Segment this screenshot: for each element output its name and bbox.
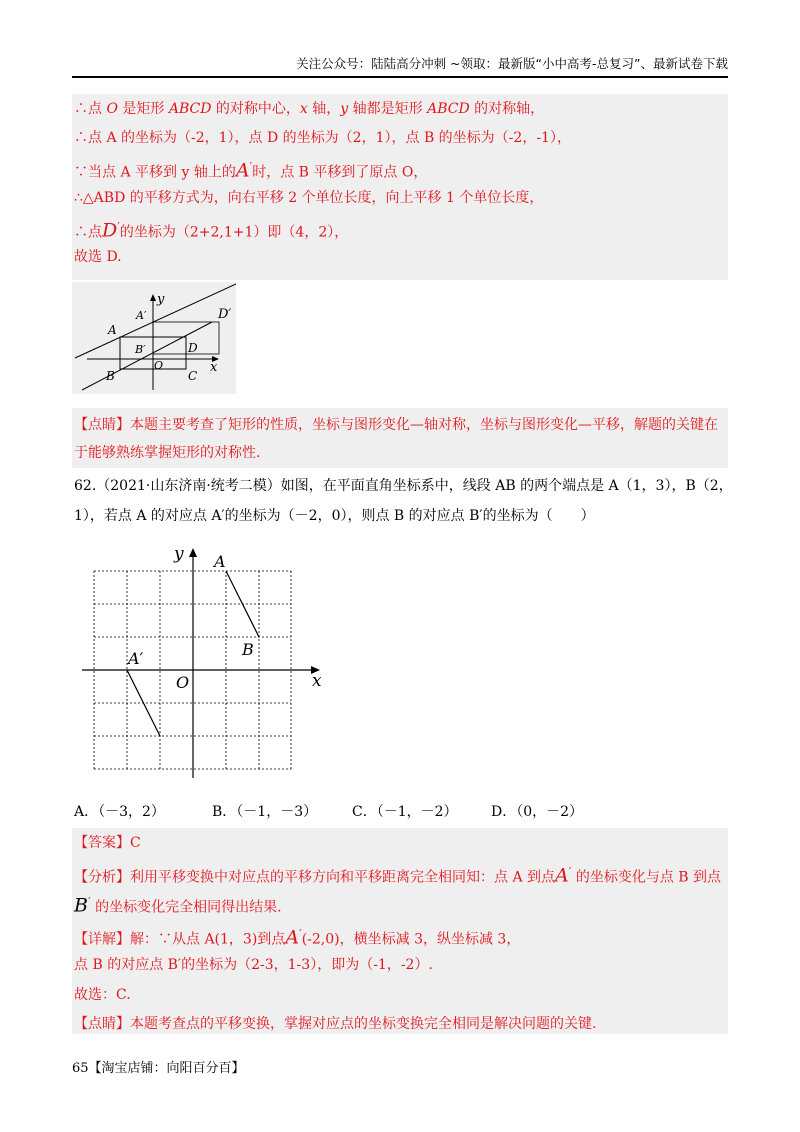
slanted-line-upper bbox=[75, 284, 236, 358]
shop-name: 【淘宝店铺：向阳百分百】 bbox=[88, 1061, 245, 1076]
option-d: D．（0，－2） bbox=[491, 804, 584, 820]
label-x-2: x bbox=[312, 671, 322, 691]
page-number: 65 bbox=[72, 1061, 89, 1076]
solution-line-4: ∴△ABD 的平移方式为，向右平移 2 个单位长度，向上平移 1 个单位长度， bbox=[74, 190, 544, 206]
label-a: A bbox=[108, 323, 117, 337]
option-c: C．（－1，－2） bbox=[352, 804, 458, 820]
label-x: x bbox=[210, 360, 218, 375]
comment-tag-2: 【点睛】 bbox=[74, 1016, 130, 1032]
answer-value: C bbox=[130, 835, 141, 851]
figure-2 bbox=[78, 540, 328, 780]
comment-1: 【点睛】本题主要考查了矩形的性质，坐标与图形变化—轴对称，坐标与图形变化—平移，解题的关键在于能够熟练掌握矩形的对称性. bbox=[74, 417, 718, 461]
solution-line-5: ∴点D′的坐标为（2+2,1+1）即（4，2）， bbox=[74, 219, 349, 242]
answer-tag: 【答案】 bbox=[74, 835, 130, 851]
solution-line-2: ∴点 A 的坐标为（-2，1），点 D 的坐标为（2，1），点 B 的坐标为（-2，-1）， bbox=[74, 130, 571, 146]
figure-1 bbox=[72, 282, 236, 394]
label-b: B bbox=[106, 369, 115, 383]
solution-block bbox=[72, 94, 728, 280]
label-d-prime: D′ bbox=[218, 307, 232, 322]
comment-tag: 【点睛】 bbox=[74, 417, 130, 433]
label-y: y bbox=[157, 292, 165, 307]
question-line-1: 62.（2021·山东济南·统考二模）如图，在平面直角坐标系中，线段 AB 的两个端点是 A（1，3），B（2， bbox=[74, 478, 733, 494]
label-y-2: y bbox=[174, 544, 184, 564]
label-b-2: B bbox=[242, 640, 254, 659]
detail-line-2: 点 B 的对应点 B′的坐标为（2-3，1-3），即为（-1，-2）. bbox=[74, 957, 433, 973]
label-a-prime-2: A′ bbox=[128, 649, 144, 668]
label-a-prime: A′ bbox=[136, 309, 147, 322]
label-o: O bbox=[154, 359, 164, 372]
detail-line-3: 故选：C. bbox=[74, 987, 131, 1003]
option-b: B．（－1，－3） bbox=[212, 804, 318, 820]
answer-line bbox=[74, 833, 141, 853]
page-header: 关注公众号：陆陆高分冲刺 ~领取：最新版“小中高考-总复习”、最新试卷下载 bbox=[72, 54, 728, 78]
detail-tag: 【详解】 bbox=[74, 931, 130, 948]
analysis-line-1: 【分析】利用平移变换中对应点的平移方向和平移距离完全相同知：点 A 到点A′ 的坐标变化与点 B 到点 bbox=[74, 864, 722, 887]
detail-line-1: 【详解】解：∵从点 A(1，3)到点A′(-2,0)，横坐标减 3，纵坐标减 3， bbox=[74, 926, 521, 949]
label-c: C bbox=[188, 369, 198, 383]
option-a: A．（－3，2） bbox=[74, 804, 165, 820]
label-d: D bbox=[188, 341, 198, 355]
solution-line-3: ∵当点 A 平移到 y 轴上的A′时，点 B 平移到了原点 O， bbox=[74, 159, 428, 182]
question-line-2: 1），若点 A 的对应点 A′的坐标为（－2，0），则点 B 的对应点 B′的坐标为（ ） bbox=[74, 508, 595, 524]
y-axis-arrow bbox=[150, 294, 156, 301]
y-axis-arrow-2 bbox=[189, 548, 197, 557]
label-a-2: A bbox=[214, 552, 226, 571]
grid-figure bbox=[78, 540, 328, 780]
page-footer bbox=[72, 1057, 245, 1076]
label-b-prime: B′ bbox=[135, 343, 146, 356]
solution-line-1: ∴点 O 是矩形 ABCD 的对称中心，x 轴，y 轴都是矩形 ABCD 的对称轴， bbox=[74, 101, 545, 117]
comment-2: 【点睛】本题考查点的平移变换，掌握对应点的坐标变换完全相同是解决问题的关键. bbox=[74, 1016, 597, 1032]
analysis-line-2: B′ 的坐标变化完全相同得出结果. bbox=[74, 894, 282, 917]
rectangle-figure bbox=[72, 282, 236, 394]
solution-line-6: 故选 D. bbox=[74, 249, 122, 265]
label-o-2: O bbox=[176, 673, 190, 692]
analysis-tag: 【分析】 bbox=[74, 869, 130, 886]
